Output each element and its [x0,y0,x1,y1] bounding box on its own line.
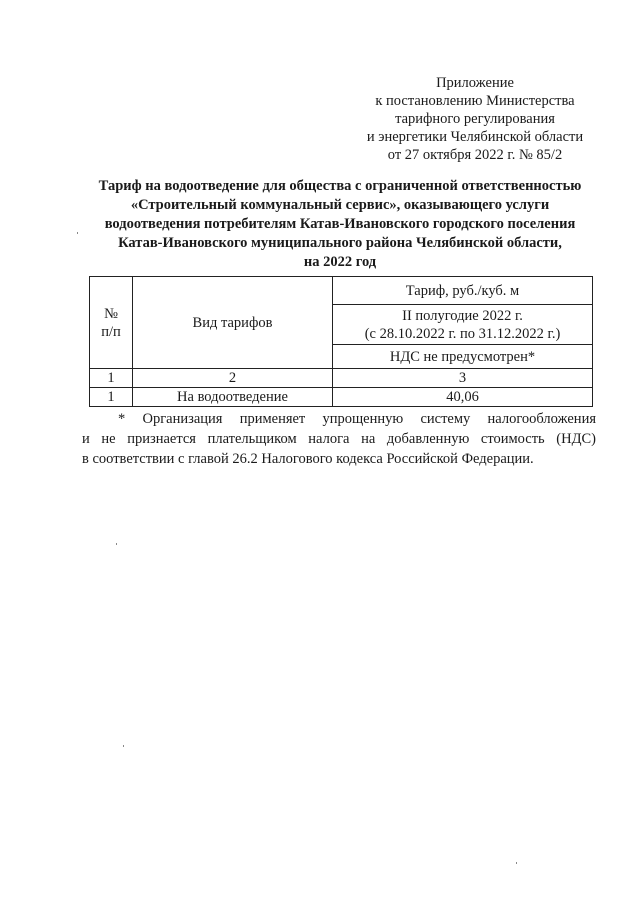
row-type-cell: На водоотведение [133,388,333,407]
table-index-row [90,369,593,388]
period-dates: (с 28.10.2022 г. по 31.12.2022 г.) [364,325,561,342]
header-type-cell: Вид тарифов [133,277,333,369]
scan-speck [516,862,517,864]
appendix-label: Приложение [436,75,514,91]
tariff-table [89,276,593,407]
scan-speck [77,232,78,234]
table-header-row [90,277,593,305]
header-period-cell [333,305,593,345]
title-line-1: Тариф на водоотведение для общества с ограниченной ответственностью [98,178,582,194]
appendix-resolution-line: к постановлению Министерства [375,93,575,109]
appendix-region-line: и энергетики Челябинской области [366,129,584,145]
period-label: II полугодие 2022 г. [402,307,523,324]
scan-speck [116,543,117,545]
row-number-cell: 1 [90,388,133,407]
title-line-5: на 2022 год [303,254,377,270]
footnote-line-1: * Организация применяет упрощенную систему налогообложения [118,411,596,427]
index-cell-3: 3 [333,369,593,388]
appendix-date-number: от 27 октября 2022 г. № 85/2 [387,147,563,163]
footnote-line-2: и не признается плательщиком налога на добавленную стоимость (НДС) [82,431,596,447]
index-cell-1: 1 [90,369,133,388]
document-title [60,177,620,272]
appendix-ministry-line: тарифного регулирования [395,111,555,127]
scan-speck [123,745,124,747]
header-number-cell: № п/п [90,277,133,369]
header-vat-cell: НДС не предусмотрен* [333,345,593,369]
row-value-cell: 40,06 [333,388,593,407]
header-tariff-cell: Тариф, руб./куб. м [333,277,593,305]
footnote-line-3: в соответствии с главой 26.2 Налогового кодекса Российской Федерации. [82,451,534,467]
table-row [90,388,593,407]
appendix-header [355,74,595,164]
title-line-4: Катав-Ивановского муниципального района Челябинской области, [118,235,562,251]
footnote [82,409,596,469]
index-cell-2: 2 [133,369,333,388]
title-line-3: водоотведения потребителям Катав-Ивановского городского поселения [104,216,576,232]
title-line-2: «Строительный коммунальный сервис», оказывающего услуги [130,197,550,213]
